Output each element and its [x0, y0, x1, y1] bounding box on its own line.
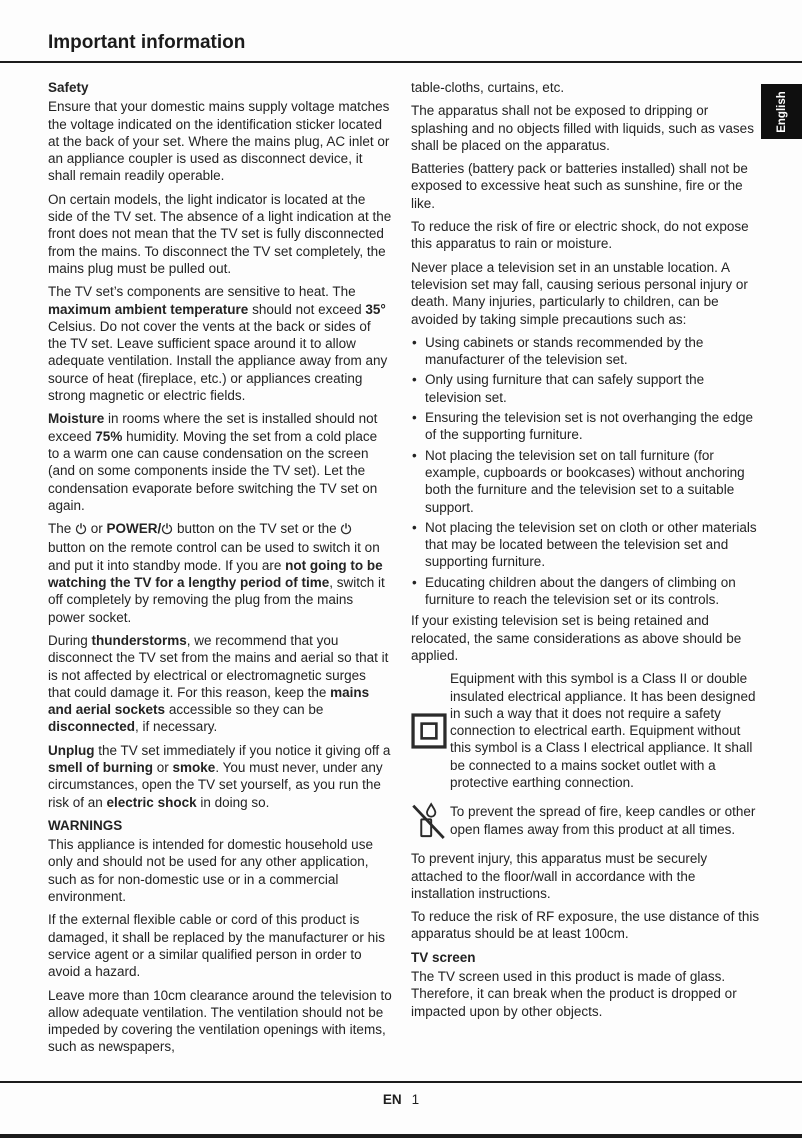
title-rule	[0, 61, 802, 63]
bullet-item	[411, 334, 761, 369]
paragraph	[48, 742, 392, 811]
text-run: The	[48, 521, 76, 537]
text-run: or	[87, 521, 107, 537]
paragraph	[48, 98, 392, 184]
text-run: electric shock	[106, 794, 197, 810]
paragraph	[48, 987, 392, 1056]
text-run: Ensure that your domestic mains supply voltage matches the voltage indicated on the identification sticker located at the back of your set. Where the mains plug, AC inlet or an appliance coupler is used as disconnect device, it shall remain readily operable.	[48, 99, 390, 184]
footer-rule-top	[0, 1081, 802, 1083]
paragraph	[411, 259, 761, 328]
text-run: To prevent injury, this apparatus must be securely attached to the floor/wall in accordance with the installation instructions.	[411, 851, 708, 901]
right-column	[411, 79, 761, 1026]
paragraph	[48, 520, 392, 626]
text-run: Not placing the television set on cloth or other materials that may be located between the television set and supporting furniture.	[425, 519, 757, 570]
section-heading: WARNINGS	[48, 817, 123, 833]
paragraph	[48, 836, 392, 905]
bullet-item	[411, 519, 761, 571]
text-run: Moisture	[48, 411, 105, 427]
text-run: should not exceed	[248, 301, 366, 317]
paragraph	[411, 102, 761, 154]
page-title: Important information	[48, 32, 246, 53]
text-run: table-cloths, curtains, etc.	[411, 80, 565, 95]
text-run: Only using furniture that can safely support the television set.	[425, 372, 705, 405]
text-run: Batteries (battery pack or batteries installed) shall not be exposed to excessive heat such as sunshine, fire or the like.	[411, 161, 748, 211]
text-run: thunderstorms	[91, 632, 187, 648]
paragraph	[48, 911, 392, 980]
text-run: 35°	[365, 301, 386, 317]
text-run: not going to be watching the TV for a lengthy period of time	[48, 557, 383, 591]
text-run: Unplug	[48, 742, 95, 758]
text-run: This appliance is intended for domestic household use only and should not be used for any other application, such as for non-domestic use or in a commercial environment.	[48, 837, 373, 905]
text-run: If your existing television set is being retained and relocated, the same considerations as above should be applied.	[411, 613, 742, 663]
language-tab-english	[761, 84, 802, 139]
text-run: Educating children about the dangers of climbing on furniture to reach the television set or its controls.	[425, 574, 736, 608]
text-run: To prevent the spread of fire, keep candles or other open flames away from this product at all times.	[450, 804, 756, 837]
paragraph	[450, 670, 761, 791]
text-run: or	[153, 759, 173, 775]
text-run: The TV screen used in this product is made of glass. Therefore, it can break when the product is dropped or impacted upon by other objects.	[411, 969, 737, 1019]
text-run: smell of burning	[48, 759, 154, 775]
text-run: button on the remote control can be used to switch it on and put it into standby mode. If you are	[48, 540, 380, 573]
power-icon	[161, 522, 173, 539]
text-run: in rooms where the set is installed should not exceed	[48, 411, 378, 444]
text-run: disconnected	[48, 719, 136, 735]
text-run: To reduce the risk of RF exposure, the use distance of this apparatus should be at least 100cm.	[411, 909, 760, 942]
text-run: Using cabinets or stands recommended by the manufacturer of the television set.	[425, 334, 704, 368]
bullet-list	[411, 334, 761, 608]
text-run: smoke	[172, 759, 216, 775]
section-heading: Safety	[48, 80, 89, 95]
paragraph	[48, 632, 392, 736]
paragraph	[411, 160, 761, 212]
paragraph	[48, 191, 392, 277]
text-run: Leave more than 10cm clearance around the television to allow adequate ventilation. The ventilation should not be impeded by covering the ventilation openings with items, such as newspapers,	[48, 987, 392, 1055]
paragraph	[450, 803, 761, 838]
paragraph	[411, 79, 761, 96]
text-run: POWER/	[106, 521, 162, 537]
text-run: mains and aerial sockets	[48, 684, 370, 718]
text-run: Not placing the television set on tall furniture (for example, cupboards or bookcases) without anchoring both the furniture and the television set to a suitable support.	[425, 447, 745, 515]
text-run: , we recommend that you disconnect the TV set from the mains and aerial so that it is not affected by electrical or electromagnetic surges that could damage it. For this reason, keep the	[48, 632, 389, 700]
paragraph	[411, 612, 761, 664]
paragraph	[48, 410, 392, 514]
bullet-item	[411, 574, 761, 609]
left-column	[48, 79, 392, 1062]
text-run: . You must never, under any circumstances, open the TV set yourself, as you run the risk of an	[48, 759, 383, 810]
icon-paragraph	[411, 800, 761, 841]
text-run: To reduce the risk of fire or electric shock, do not expose this apparatus to rain or moisture.	[411, 219, 749, 252]
text-run: 75%	[95, 428, 123, 444]
text-run: the TV set immediately if you notice it giving off a	[94, 742, 391, 758]
power-icon	[75, 522, 87, 539]
footer-page-number: 1	[411, 1092, 420, 1107]
text-run: Celsius. Do not cover the vents at the back or sides of the TV set. Leave sufficient space around it to allow adequate ventilation. Install the appliance away from any source of heat (fireplace, etc.) or appliances creating strong magnetic or electric fields.	[48, 318, 388, 404]
text-run: , if necessary.	[135, 719, 218, 735]
page-footer	[0, 1092, 802, 1107]
text-run: On certain models, the light indicator is located at the side of the TV set. The absence of a light indication at the front does not mean that the TV set is fully disconnected from the mains. To disconnect the TV set completely, the mains plug must be pulled out.	[48, 191, 392, 276]
text-run: The TV set’s components are sensitive to heat. The	[48, 284, 356, 300]
power-icon	[340, 522, 352, 539]
text-run: If the external flexible cable or cord of this product is damaged, it shall be replaced by the manufacturer or his service agent or a similar qualified person in order to avoid a hazard.	[48, 912, 385, 980]
text-run: , switch it off completely by removing the plug from the mains power socket.	[48, 575, 385, 625]
bullet-item	[411, 409, 761, 444]
text-run: accessible so they can be	[165, 702, 324, 718]
bullet-item	[411, 371, 761, 406]
text-run: button on the TV set or the	[173, 521, 341, 537]
paragraph	[411, 908, 761, 943]
icon-paragraph	[411, 670, 761, 791]
section-heading: TV screen	[411, 949, 476, 965]
paragraph	[411, 850, 761, 902]
text-run: The apparatus shall not be exposed to dripping or splashing and no objects filled with liquids, such as vases shall be placed on the apparatus.	[411, 103, 754, 153]
paragraph	[48, 283, 392, 404]
paragraph	[411, 218, 761, 253]
paragraph	[411, 968, 761, 1020]
no-open-flames-icon	[411, 800, 450, 841]
footer-language-code: EN	[382, 1092, 402, 1107]
footer-rule-bottom	[0, 1134, 802, 1138]
text-run: During	[48, 632, 92, 648]
text-run: humidity. Moving the set from a cold place to a warm one can cause condensation on the screen (and on some components inside the TV set). Let the condensation evaporate before switching the TV set on again.	[48, 428, 378, 513]
text-run: Ensuring the television set is not overhanging the edge of the supporting furniture.	[425, 410, 753, 443]
text-run: Never place a television set in an unstable location. A television set may fall, causing serious personal injury or death. Many injuries, particularly to children, can be avoided by taking simple precautions such as:	[411, 259, 748, 327]
class-ii-icon	[411, 713, 450, 749]
bullet-item	[411, 447, 761, 516]
language-tab-label: English	[775, 90, 788, 133]
text-run: maximum ambient temperature	[48, 301, 249, 317]
text-run: in doing so.	[196, 794, 270, 810]
text-run: Equipment with this symbol is a Class II or double insulated electrical appliance. It has been designed in such a way that it does not require a safety connection to electrical earth. Equipment without this symbol is a Class I electrical appliance. It shall be connected to a mains socket outlet with a protective earthing connection.	[450, 671, 756, 790]
